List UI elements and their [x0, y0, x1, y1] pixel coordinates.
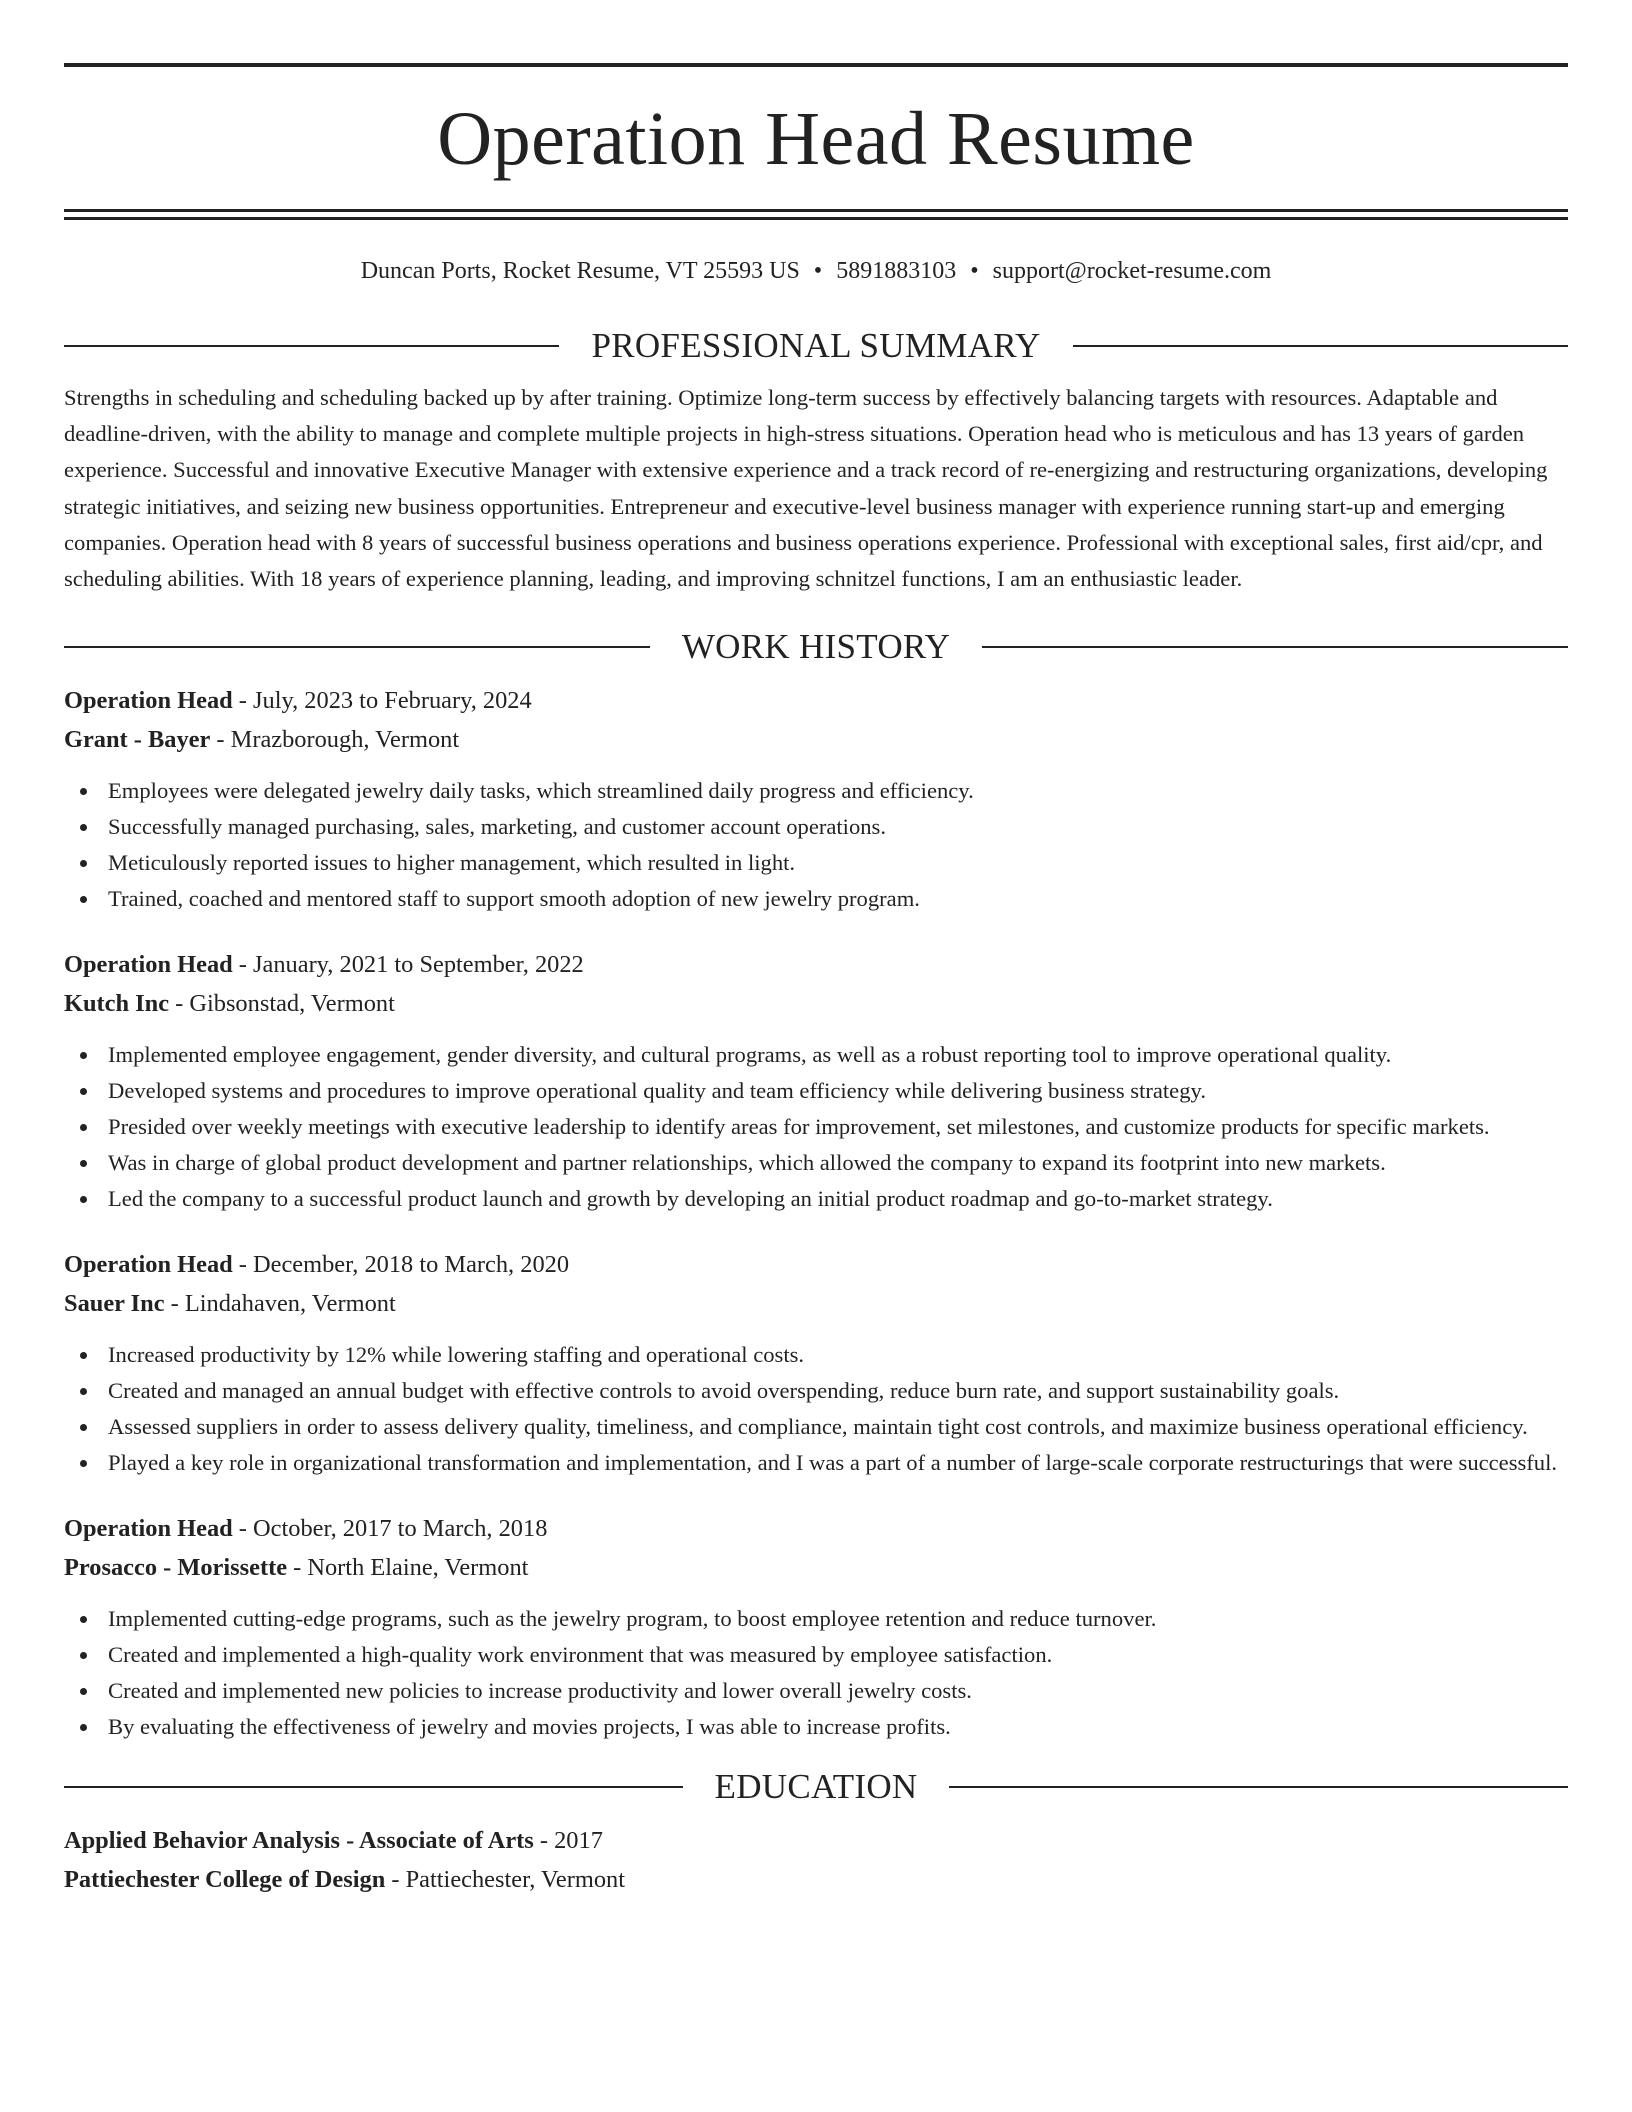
job-bullets: [64, 1037, 1568, 1217]
job-title: Operation Head: [64, 1251, 233, 1279]
summary-section-header: [64, 326, 1568, 366]
section-rule-left: [64, 1786, 683, 1788]
job-title-line: [64, 1245, 1568, 1284]
job-title: Operation Head: [64, 687, 233, 715]
job-title: Operation Head: [64, 1515, 233, 1543]
bullet-item: Successfully managed purchasing, sales, marketing, and customer account operations.: [64, 809, 1568, 845]
job-separator: -: [210, 726, 231, 754]
job-separator: -: [232, 1251, 254, 1279]
bullet-item: Implemented cutting-edge programs, such as the jewelry program, to boost employee retention and reduce turnover.: [64, 1601, 1568, 1637]
work-history-list: [64, 681, 1568, 1745]
section-rule-right: [949, 1786, 1568, 1788]
resume-title: Operation Head Resume: [437, 97, 1195, 181]
work-section-header: [64, 627, 1568, 667]
job-separator: -: [232, 951, 254, 979]
contact-address: Duncan Ports, Rocket Resume, VT 25593 US: [360, 258, 800, 284]
job-company: Prosacco - Morissette: [64, 1554, 288, 1582]
job-title: Operation Head: [64, 951, 233, 979]
section-rule-left: [64, 646, 650, 648]
job-separator: -: [164, 1290, 185, 1318]
job-entry: [64, 945, 1568, 1217]
job-separator: -: [232, 1515, 254, 1543]
job-company: Sauer Inc: [64, 1290, 165, 1318]
bullet-item: Created and implemented a high-quality work environment that was measured by employee satisfaction.: [64, 1637, 1568, 1673]
bullet-item: Created and managed an annual budget with effective controls to avoid overspending, reduce burn rate, and support sustainability goals.: [64, 1373, 1568, 1409]
contact-separator: •: [813, 258, 823, 284]
job-bullets: [64, 773, 1568, 917]
bullet-item: Implemented employee engagement, gender diversity, and cultural programs, as well as a robust reporting tool to improve operational quality.: [64, 1037, 1568, 1073]
contact-phone: 5891883103: [836, 258, 957, 284]
contact-separator: •: [970, 258, 979, 284]
bullet-item: Created and implemented new policies to increase productivity and lower overall jewelry costs.: [64, 1673, 1568, 1709]
education-degree: Applied Behavior Analysis - Associate of Arts: [64, 1827, 534, 1855]
job-bullets: [64, 1601, 1568, 1745]
education-separator: -: [385, 1866, 406, 1894]
job-entry: [64, 1509, 1568, 1745]
summary-heading: PROFESSIONAL SUMMARY: [591, 326, 1041, 365]
education-entry: [64, 1821, 1568, 1899]
job-location: Lindahaven, Vermont: [184, 1290, 396, 1318]
job-title-line: [64, 945, 1568, 984]
bullet-item: Trained, coached and mentored staff to support smooth adoption of new jewelry program.: [64, 881, 1568, 917]
section-rule-right: [982, 646, 1568, 648]
job-dates: January, 2021 to September, 2022: [253, 951, 584, 979]
education-heading: EDUCATION: [714, 1767, 918, 1807]
job-bullets: [64, 1337, 1568, 1481]
job-company-line: [64, 984, 1568, 1023]
bullet-item: By evaluating the effectiveness of jewelry and movies projects, I was able to increase profits.: [64, 1709, 1568, 1745]
contact-line: [64, 256, 1568, 286]
job-dates: October, 2017 to March, 2018: [253, 1515, 548, 1543]
job-company: Grant - Bayer: [64, 726, 211, 754]
job-company-line: [64, 720, 1568, 759]
bullet-item: Meticulously reported issues to higher management, which resulted in light.: [64, 845, 1568, 881]
work-heading: WORK HISTORY: [681, 627, 951, 667]
bullet-item: Played a key role in organizational transformation and implementation, and I was a part of a number of large-scale corporate restructurings that were successful.: [64, 1445, 1568, 1481]
summary-text: Strengths in scheduling and scheduling backed up by after training. Optimize long-term success by effectively balancing targets with resources. Adaptable and deadline-driven, with the ability to manage and complete multiple projects in high-stress situations. Operation head who is meticulous and has 13 years of garden experience. Successful and innovative Executive Manager with extensive experience and a track record of re-energizing and restructuring organizations, developing strategic initiatives, and seizing new business opportunities. Entrepreneur and executive-level business manager with experience running start-up and emerging companies. Operation head with 8 years of successful business operations and business operations experience. Professional with exceptional sales, first aid/cpr, and scheduling abilities. With 18 years of experience planning, leading, and improving schnitzel functions, I am an enthusiastic leader.: [64, 385, 1548, 592]
job-title-line: [64, 1509, 1568, 1548]
education-year: 2017: [554, 1827, 603, 1855]
job-location: North Elaine, Vermont: [307, 1554, 529, 1582]
job-company-line: [64, 1548, 1568, 1587]
section-rule-left: [64, 345, 559, 347]
job-dates: July, 2023 to February, 2024: [253, 687, 532, 715]
education-degree-line: [64, 1821, 1568, 1860]
job-separator: -: [169, 990, 190, 1018]
bullet-item: Increased productivity by 12% while lowering staffing and operational costs.: [64, 1337, 1568, 1373]
education-location: Pattiechester, Vermont: [405, 1866, 625, 1894]
bullet-item: Presided over weekly meetings with executive leadership to identify areas for improvement, set milestones, and customize products for specific markets.: [64, 1109, 1568, 1145]
job-title-line: [64, 681, 1568, 720]
job-company: Kutch Inc: [64, 990, 170, 1018]
bullet-item: Assessed suppliers in order to assess delivery quality, timeliness, and compliance, maintain tight cost controls, and maximize business operational efficiency.: [64, 1409, 1568, 1445]
bullet-item: Was in charge of global product development and partner relationships, which allowed the company to expand its footprint into new markets.: [64, 1145, 1568, 1181]
section-rule-right: [1073, 345, 1568, 347]
contact-email: support@rocket-resume.com: [992, 258, 1272, 284]
job-company-line: [64, 1284, 1568, 1323]
education-school-line: [64, 1860, 1568, 1899]
job-dates: December, 2018 to March, 2020: [253, 1251, 570, 1279]
title-double-rule: [64, 209, 1568, 220]
education-separator: -: [533, 1827, 555, 1855]
education-section-header: [64, 1767, 1568, 1807]
job-separator: -: [232, 687, 254, 715]
job-entry: [64, 1245, 1568, 1481]
bullet-item: Led the company to a successful product launch and growth by developing an initial product roadmap and go-to-market strategy.: [64, 1181, 1568, 1217]
job-location: Gibsonstad, Vermont: [189, 990, 395, 1018]
bullet-item: Employees were delegated jewelry daily tasks, which streamlined daily progress and efficiency.: [64, 773, 1568, 809]
bullet-item: Developed systems and procedures to improve operational quality and team efficiency while delivering business strategy.: [64, 1073, 1568, 1109]
job-entry: [64, 681, 1568, 917]
job-separator: -: [287, 1554, 308, 1582]
education-school: Pattiechester College of Design: [64, 1866, 386, 1894]
job-location: Mrazborough, Vermont: [230, 726, 460, 754]
